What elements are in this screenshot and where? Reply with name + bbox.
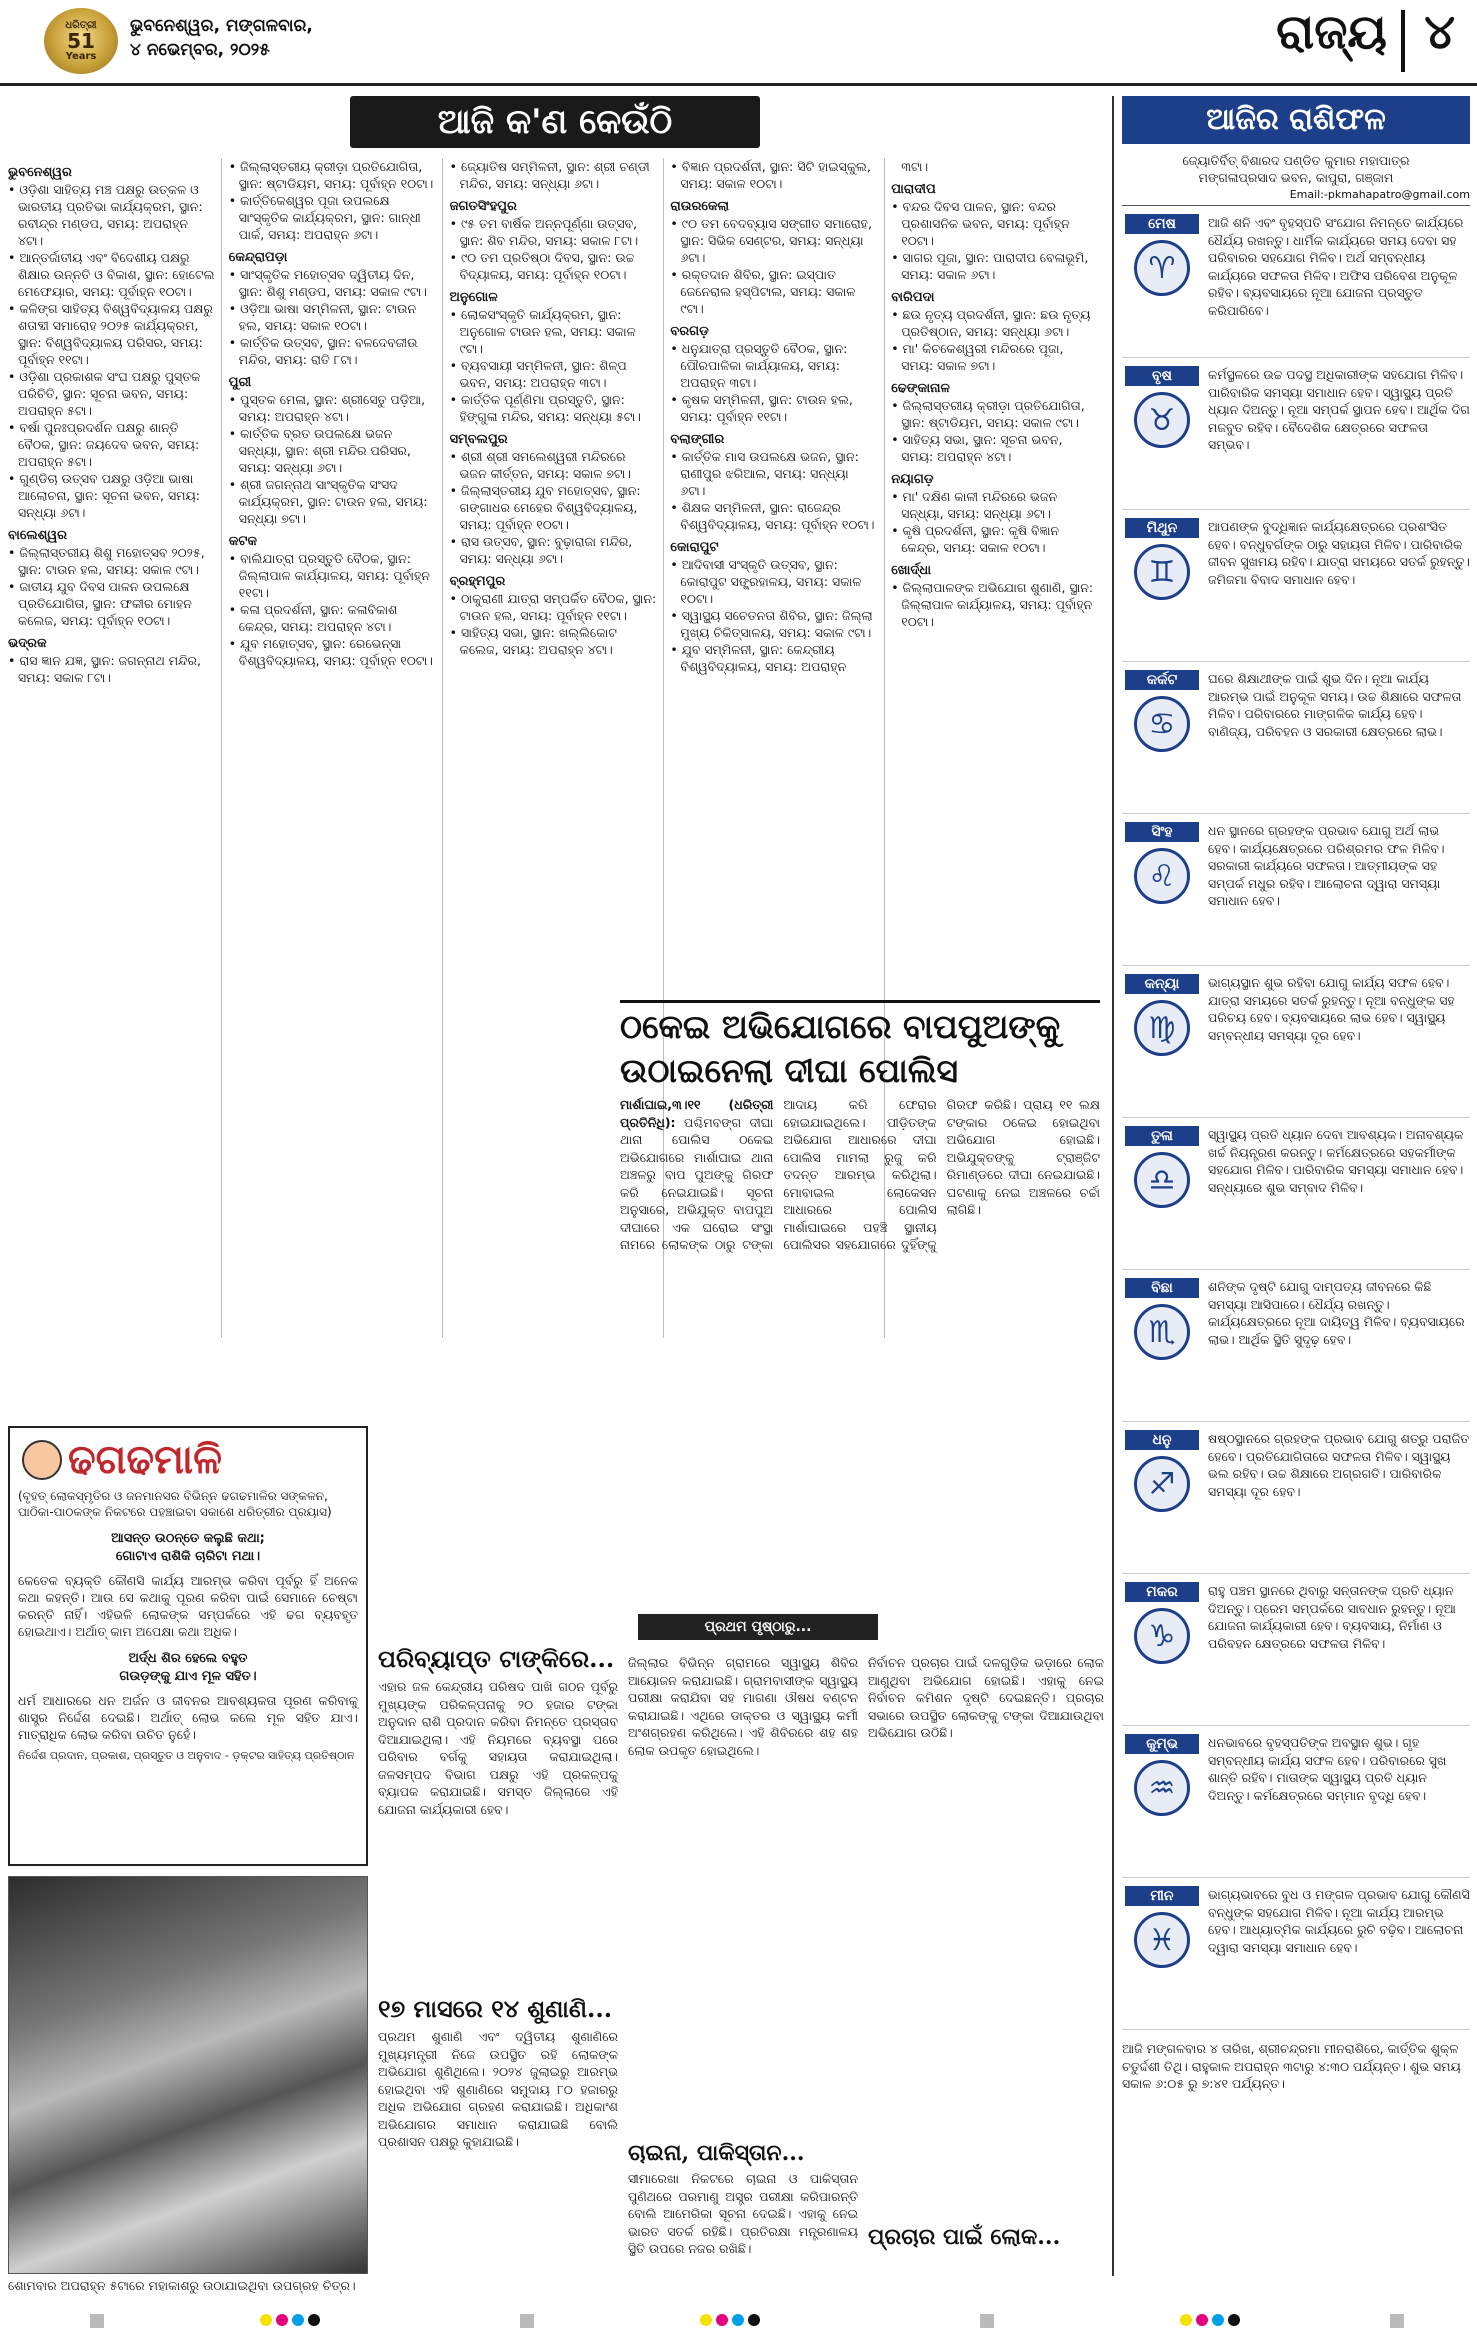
event-item: • ବର୍ଷା ପୁନଃପ୍ରଦର୍ଶନ ପକ୍ଷରୁ ଶାନ୍ତି ବୈଠକ, ସ୍ଥାନ: ଜୟଦେବ ଭବନ, ସମୟ: ଅପରାହ୍ନ ୫ଟା। — [8, 419, 215, 470]
event-item: • ଜିଲ୍ଲାସ୍ତରୀୟ ଯୁବ ମହୋତ୍ସବ, ସ୍ଥାନ: ଗଙ୍ଗାଧର ମେହେର ବିଶ୍ୱବିଦ୍ୟାଳୟ, ସମୟ: ପୂର୍ବାହ୍ନ ୧୦ଟା। — [450, 482, 657, 533]
event-place-heading: ଜଗତସିଂହପୁର — [449, 199, 517, 214]
event-item: • ୯୦ ତମ ପ୍ରତିଷ୍ଠା ଦିବସ, ସ୍ଥାନ: ଉଚ୍ଚ ବିଦ୍ୟାଳୟ, ସମୟ: ପୂର୍ବାହ୍ନ ୧୦ଟା। — [450, 249, 657, 283]
cartoon-face-icon — [22, 1440, 62, 1480]
proverb-box — [8, 1426, 368, 1866]
registration-box — [980, 2314, 994, 2328]
event-item: • ଜ୍ୟୋତିଷ ସମ୍ମିଳନୀ, ସ୍ଥାନ: ଶ୍ରୀ ଚଣ୍ଡୀ ମନ୍ଦିର, ସମୟ: ସନ୍ଧ୍ୟା ୬ଟା। — [450, 158, 657, 192]
zodiac-symbol-icon: ♒ — [1134, 1760, 1190, 1816]
event-place-heading: ବ୍ରହ୍ମପୁର — [449, 574, 506, 589]
zodiac-symbol-icon: ♏ — [1134, 1304, 1190, 1360]
proverb-quote-line: ଆସନ୍ତ ଉଠନ୍ତେ କଲୁଛି କଥା; — [111, 1531, 265, 1546]
zodiac-symbol-icon: ♊ — [1134, 544, 1190, 600]
zodiac-name: ମେଷ — [1125, 214, 1199, 234]
event-item: • ଜିଲ୍ଲାସ୍ତରୀୟ କ୍ରୀଡ଼ା ପ୍ରତିଯୋଗିତା, ସ୍ଥାନ: ଷ୍ଟାଡିୟମ, ସମୟ: ସକାଳ ୯ଟା। — [891, 397, 1098, 431]
zodiac-name: କନ୍ୟା — [1125, 974, 1199, 994]
zodiac-entry — [1122, 366, 1470, 510]
event-item: • କାର୍ତ୍ତିକେଶ୍ୱର ପୂଜା ଉପଲକ୍ଷେ ସାଂସ୍କୃତିକ କାର୍ଯ୍ୟକ୍ରମ, ସ୍ଥାନ: ଗାନ୍ଧୀ ପାର୍କ, ସମୟ: ଅପରାହ୍ନ ୬ଟା। — [229, 192, 436, 243]
event-item: • ବନ୍ଦର ଦିବସ ପାଳନ, ସ୍ଥାନ: ବନ୍ଦର ପ୍ରଶାସନିକ ଭବନ, ସମୟ: ପୂର୍ବାହ୍ନ ୧୦ଟା। — [891, 198, 1098, 249]
event-item: • ଶ୍ରୀ ଶ୍ରୀ ସମଲେଶ୍ୱରୀ ମନ୍ଦିରରେ ଭଜନ କୀର୍ତ୍ତନ, ସମୟ: ସକାଳ ୭ଟା। — [450, 448, 657, 482]
zodiac-name: ମକର — [1125, 1582, 1199, 1602]
zodiac-prediction: ଘରେ ଶିକ୍ଷାଥୀଙ୍କ ପାଇଁ ଶୁଭ ଦିନ। ନୂଆ କାର୍ଯ୍ୟ ଆରମ୍ଭ ପାଇଁ ଅନୁକୂଳ ସମୟ। ଉଚ୍ଚ ଶିକ୍ଷାରେ ସଫଳତା ମିଳିବ। ପରିବାରରେ ମାଙ୍ଗଳିକ କାର୍ଯ୍ୟ ହେବ। ବାଣିଜ୍ୟ, ପରିବହନ ଓ ସରକାରୀ କ୍ଷେତ୍ରରେ ଲାଭ। — [1208, 671, 1462, 739]
story-d-body: ନିର୍ବାଚନ ପ୍ରଚାର ପାଇଁ ଦଳଗୁଡ଼ିକ ଭଡ଼ାରେ ଲୋକ ଆଣୁଥିବା ଅଭିଯୋଗ ହୋଇଛି। ଏହାକୁ ନେଇ ନିର୍ବାଚନ କମିଶନ ଦୃଷ୍ଟି ଦେଇଛନ୍ତି। ପ୍ରଚାର ସଭାରେ ଉପସ୍ଥିତ ଲୋକଙ୍କୁ ଟଙ୍କା ଦିଆଯାଉଥିବା ଅଭିଯୋଗ ଉଠିଛି। — [868, 1655, 1104, 1740]
zodiac-badge — [1122, 1430, 1202, 1567]
event-place-heading: କେନ୍ଦ୍ରାପଡ଼ା — [228, 250, 288, 265]
horoscope-author: ଜ୍ୟୋତିର୍ବିତ୍ ବିଶାରଦ ପଣ୍ଡିତ କୁମାର ମହାପାତ୍ର — [1182, 153, 1410, 168]
proverb-quote-2 — [18, 1650, 358, 1686]
zodiac-symbol-icon: ♋ — [1134, 696, 1190, 752]
registration-box — [90, 2314, 104, 2328]
zodiac-prediction: ଧନ ସ୍ଥାନରେ ଗ୍ରହଙ୍କ ପ୍ରଭାବ ଯୋଗୁ ଅର୍ଥ ଲାଭ ହେବ। କାର୍ଯ୍ୟକ୍ଷେତ୍ରରେ ପରିଶ୍ରମର ଫଳ ମିଳିବ। ସରକାରୀ କାର୍ଯ୍ୟରେ ସଫଳତା। ଆତ୍ମୀୟଙ୍କ ସହ ସମ୍ପର୍କ ମଧୁର ରହିବ। ଆଲୋଚନା ଦ୍ୱାରା ସମସ୍ୟା ସମାଧାନ ହେବ। — [1208, 823, 1445, 908]
story-a-body-cont: ଜିଲ୍ଲାର ବିଭିନ୍ନ ଗ୍ରାମରେ ସ୍ୱାସ୍ଥ୍ୟ ଶିବିର ଆୟୋଜନ କରାଯାଇଛି। ଗ୍ରାମବାସୀଙ୍କ ସ୍ୱାସ୍ଥ୍ୟ ପରୀକ୍ଷା କରାଯିବା ସହ ମାଗଣା ଔଷଧ ବଣ୍ଟନ କରାଯାଇଛି। ଏଥିରେ ଡାକ୍ତର ଓ ସ୍ୱାସ୍ଥ୍ୟ କର୍ମୀ ଅଂଶଗ୍ରହଣ କରିଥିଲେ। ଏହି ଶିବିରରେ ଶହ ଶହ ଲୋକ ଉପକୃତ ହୋଇଥିଲେ। — [628, 1655, 858, 1758]
proverb-intro: (ବୃହତ୍ ଲୋକସ୍ମୃତିର ଓ ଜନମାନସର ବିଭିନ୍ନ ଢଗଢମାଳିର ସଙ୍କଳନ, ପାଠିକା-ପାଠକଙ୍କ ନିକଟରେ ପହଞ୍ଚାଇବା ସକାଶେ ଧରିତ୍ରୀର ପ୍ରୟାସ) — [18, 1489, 332, 1519]
zodiac-entry — [1122, 670, 1470, 814]
zodiac-badge — [1122, 1582, 1202, 1719]
zodiac-entry — [1122, 1734, 1470, 1878]
main-story-text: ପଶ୍ଚିମବଙ୍ଗ ଦୀଘା ଥାନା ପୋଲିସ ଠକେଇ ଅଭିଯୋଗରେ ମାର୍ଶାଘାଇ ଥାନା ଅଞ୍ଚଳରୁ ବାପ ପୁଅଙ୍କୁ ଗିରଫ କରି ନେଇଯାଇଛି। ସୂଚନା ଅନୁସାରେ, ଅଭିଯୁକ୍ତ ବାପପୁଅ ଦୀଘାରେ ଏକ ଘରୋଇ ସଂସ୍ଥା ନାମରେ ଲୋକଙ୍କ ଠାରୁ ଟଙ୍କା ଆଦାୟ କରି ଫେରାର ହୋଇଯାଇଥିଲେ। ପୀଡ଼ିତଙ୍କ ଅଭିଯୋଗ ଆଧାରରେ ଦୀଘା ପୋଲିସ ମାମଲା ରୁଜୁ କରି ତଦନ୍ତ ଆରମ୍ଭ କରିଥିଲା। ମୋବାଇଲ ଲୋକେସନ ଆଧାରରେ ପୋଲିସ ମାର୍ଶାଘାଇରେ ପହଞ୍ଚି ସ୍ଥାନୀୟ ପୋଲିସର ସହଯୋଗରେ ଦୁହିଁଙ୍କୁ ଗିରଫ କରିଛି। ପ୍ରାୟ ୧୧ ଲକ୍ଷ ଟଙ୍କାର ଠକେଇ ହୋଇଥିବା ଅଭିଯୋଗ ହୋଇଛି। ଅଭିଯୁକ୍ତଙ୍କୁ ଟ୍ରାଞ୍ଜିଟ ରିମାଣ୍ଡରେ ଦୀଘା ନେଇଯାଇଛି। ଘଟଣାକୁ ନେଇ ଅଞ୍ଚଳରେ ଚର୍ଚ୍ଚା ଲାଗିଛି। — [620, 1097, 1100, 1252]
horoscope-title: ଆଜିର ରାଶିଫଳ — [1122, 96, 1470, 144]
zodiac-badge — [1122, 822, 1202, 959]
event-item: • ଶ୍ରୀ ଜଗନ୍ନାଥ ସାଂସ୍କୃତିକ ସଂସଦ କାର୍ଯ୍ୟକ୍ରମ, ସ୍ଥାନ: ଟାଉନ ହଲ, ସମୟ: ସନ୍ଧ୍ୟା ୭ଟା। — [229, 476, 436, 527]
proverb-title: ଢଗଢମାଳି — [68, 1436, 222, 1483]
event-place-heading: ଭୁବନେଶ୍ୱର — [8, 165, 72, 180]
zodiac-prediction: ଭାଗ୍ୟସ୍ଥାନ ଶୁଭ ରହିବା ଯୋଗୁ କାର୍ଯ୍ୟ ସଫଳ ହେବ। ଯାତ୍ରା ସମୟରେ ସତର୍କ ରୁହନ୍ତୁ। ନୂଆ ବନ୍ଧୁଙ୍କ ସହ ପରିଚୟ ହେବ। ବ୍ୟବସାୟରେ ଲାଭ ହେବ। ସ୍ୱାସ୍ଥ୍ୟ ସମ୍ବନ୍ଧୀୟ ସମସ୍ୟା ଦୂର ହେବ। — [1208, 975, 1455, 1043]
cmyk-yellow-dot — [700, 2314, 712, 2326]
zodiac-entry — [1122, 822, 1470, 966]
zodiac-name: ସିଂହ — [1125, 822, 1199, 842]
main-story-dateline: ମାର୍ଶାଘାଇ,୩।୧୧ (ଧରିତ୍ରୀ ପ୍ରତିନିଧି): — [620, 1097, 774, 1130]
horoscope-address: ମଙ୍ଗଳାପ୍ରସାଦ ଭବନ, କାପୁରା, ଗଞ୍ଜାମ — [1198, 170, 1394, 185]
event-item: • କୃଷି ପ୍ରଦର୍ଶନୀ, ସ୍ଥାନ: କୃଷି ବିଜ୍ଞାନ କେନ୍ଦ୍ର, ସମୟ: ସକାଳ ୧୦ଟା। — [891, 522, 1098, 556]
zodiac-symbol-icon: ♐ — [1134, 1456, 1190, 1512]
zodiac-name: କୁମ୍ଭ — [1125, 1734, 1199, 1754]
zodiac-entry — [1122, 518, 1470, 662]
event-place-heading: ଭଦ୍ରକ — [8, 636, 47, 651]
header-divider — [1401, 10, 1405, 72]
event-item: • ଜିଲ୍ଲାସ୍ତରୀୟ ଶିଶୁ ମହୋତ୍ସବ ୨୦୨୫, ସ୍ଥାନ: ଟାଉନ ହଲ, ସମୟ: ସକାଳ ୯ଟା। — [8, 544, 215, 578]
cmyk-magenta-dot — [716, 2314, 728, 2326]
zodiac-symbol-icon: ♑ — [1134, 1608, 1190, 1664]
horoscope-byline — [1122, 152, 1470, 186]
zodiac-name: ବୃଷ — [1125, 366, 1199, 386]
proverb-quote-1 — [18, 1530, 358, 1566]
event-item: • ବାଲିଯାତ୍ରା ପ୍ରସ୍ତୁତି ବୈଠକ, ସ୍ଥାନ: ଜିଲ୍ଲାପାଳ କାର୍ଯ୍ୟାଳୟ, ସମୟ: ପୂର୍ବାହ୍ନ ୧୧ଟା। — [229, 550, 436, 601]
cmyk-magenta-dot — [276, 2314, 288, 2326]
zodiac-symbol-icon: ♓ — [1134, 1912, 1190, 1968]
proverb-quote-line: ଗଉଡ଼ଙ୍କୁ ଯାଏ ମୂଳ ସହିତ। — [119, 1669, 257, 1684]
story-b-headline: ୧୭ ମାସରେ ୧୪ ଶୁଣାଣି... — [378, 1994, 613, 2023]
event-item: • ଗୁଣ୍ଡିଚା ଉତ୍ସବ ପକ୍ଷରୁ ଓଡ଼ିଆ ଭାଷା ଆଲୋଚନା, ସ୍ଥାନ: ସୂଚନା ଭବନ, ସମୟ: ସନ୍ଧ୍ୟା ୬ଟା। — [8, 470, 215, 521]
event-place-heading: ବରଗଡ଼ — [670, 324, 709, 339]
event-item: • ଜାତୀୟ ଯୁବ ଦିବସ ପାଳନ ଉପଲକ୍ଷେ ପ୍ରତିଯୋଗିତା, ସ୍ଥାନ: ଫକୀର ମୋହନ କଲେଜ, ସମୟ: ପୂର୍ବାହ୍ନ ୧୦ଟା। — [8, 578, 215, 629]
event-item: • ମା' କିଚକେଶ୍ୱରୀ ମନ୍ଦିରରେ ପୂଜା, ସମୟ: ସକାଳ ୭ଟା। — [891, 340, 1098, 374]
event-item: • ଧନୁଯାତ୍ରା ପ୍ରସ୍ତୁତି ବୈଠକ, ସ୍ଥାନ: ପୌରପାଳିକା କାର୍ଯ୍ୟାଳୟ, ସମୟ: ଅପରାହ୍ନ ୩ଟା। — [670, 340, 877, 391]
event-item: • ଜିଲ୍ଲାସ୍ତରୀୟ କ୍ରୀଡ଼ା ପ୍ରତିଯୋଗିତା, ସ୍ଥାନ: ଷ୍ଟାଡିୟମ, ସମୟ: ପୂର୍ବାହ୍ନ ୧୦ଟା। — [229, 158, 436, 192]
zodiac-entry — [1122, 1430, 1470, 1574]
proverb-credit: ନିର୍ଦ୍ଦେଶ ପ୍ରଦାନ, ପ୍ରକାଶ, ପ୍ରସ୍ତୁତ ଓ ଅନୁବାଦ - ଡ଼କ୍ଟର ସାହିତ୍ୟ ପ୍ରତିଷ୍ଠାନ — [18, 1749, 355, 1762]
main-story-body — [620, 1096, 1100, 1596]
print-registration-marks — [0, 2306, 1477, 2336]
event-place-heading: ବାଲେଶ୍ୱର — [8, 528, 67, 543]
event-item: • ଠାକୁରାଣୀ ଯାତ୍ରା ସମ୍ପର୍କିତ ବୈଠକ, ସ୍ଥାନ: ଟାଉନ ହଲ, ସମୟ: ପୂର୍ବାହ୍ନ ୧୧ଟା। — [450, 590, 657, 624]
event-item: • ସାଂସ୍କୃତିକ ମହୋତ୍ସବ ଦ୍ୱିତୀୟ ଦିନ, ସ୍ଥାନ: ଶିଶୁ ମଣ୍ଡପ, ସମୟ: ସକାଳ ୯ଟା। — [229, 266, 436, 300]
zodiac-name: ଧନୁ — [1125, 1430, 1199, 1450]
event-place-heading: ପାରାଦୀପ — [891, 182, 936, 197]
event-place-heading: ଖୋର୍ଦ୍ଧା — [891, 563, 932, 578]
registration-box — [1390, 2314, 1404, 2328]
zodiac-badge — [1122, 1278, 1202, 1415]
zodiac-badge — [1122, 214, 1202, 351]
cmyk-black-dot — [1228, 2314, 1240, 2326]
dateline — [130, 14, 313, 62]
event-item: • ଶିକ୍ଷକ ସମ୍ମିଳନୀ, ସ୍ଥାନ: ରାଜେନ୍ଦ୍ର ବିଶ୍ୱବିଦ୍ୟାଳୟ, ସମୟ: ପୂର୍ବାହ୍ନ ୧୦ଟା। — [670, 499, 877, 533]
main-story-headline: ଠକେଇ ଅଭିଯୋଗରେ ବାପପୁଅଙ୍କୁ ଉଠାଇନେଲା ଦୀଘା ପୋଲିସ — [620, 1000, 1100, 1090]
story-a-body: ଏହାର ଜଳ କେନ୍ଦ୍ରୀୟ ପରିଷଦ ପାଖି ଗଠନ ପୂର୍ବରୁ ମୁଖ୍ୟଙ୍କ ପରିକଳ୍ପନାକୁ ୨୦ ହଜାର ଟଙ୍କା ଅନୁଦାନ ରାଶି ପ୍ରଦାନ କରିବା ନିମନ୍ତେ ପ୍ରସ୍ତାବ ଦିଆଯାଇଥିଲା। ଏହି ନିୟମରେ ବ୍ୟବସ୍ଥା ପରେ ପରିବାର ବର୍ଗକୁ ସହାୟତା କରାଯାଇଥିଲା। ଜଳସମ୍ପଦ ବିଭାଗ ପକ୍ଷରୁ ଏହି ପ୍ରକଳ୍ପକୁ ବ୍ୟାପକ କରାଯାଇଛି। ସମସ୍ତ ଜିଲ୍ଲାରେ ଏହି ଯୋଜନା କାର୍ଯ୍ୟକାରୀ ହେବ। — [378, 1679, 618, 1817]
events-banner: ଆଜି କ'ଣ କେଉଁଠି — [350, 96, 760, 148]
zodiac-prediction: ଆପଣଙ୍କ ବୁଦ୍ଧିଜ୍ଞାନ କାର୍ଯ୍ୟକ୍ଷେତ୍ରରେ ପ୍ରଶଂସିତ ହେବ। ବନ୍ଧୁବର୍ଗଙ୍କ ଠାରୁ ସହାୟତା ମିଳିବ। ପାରିବାରିକ ଜୀବନ ସୁଖମୟ ରହିବ। ଯାତ୍ରା ସମୟରେ ସତର୍କ ରୁହନ୍ତୁ। ଜମିଜମା ବିବାଦ ସମାଧାନ ହେବ। — [1208, 519, 1470, 587]
logo-years: Years — [65, 51, 97, 62]
event-item: • ୯୫ ତମ ବାର୍ଷିକ ଅନ୍ନପୂର୍ଣ୍ଣା ଉତ୍ସବ, ସ୍ଥାନ: ଶିବ ମନ୍ଦିର, ସମୟ: ସକାଳ ୮ଟା। — [450, 215, 657, 249]
proverb-quote-line: ଅର୍ଦ୍ଧ ଶିର ହେଲେ ବହୁତ — [128, 1651, 248, 1666]
zodiac-prediction: ରାହୁ ପଞ୍ଚମ ସ୍ଥାନରେ ଥିବାରୁ ସନ୍ତାନଙ୍କ ପ୍ରତି ଧ୍ୟାନ ଦିଅନ୍ତୁ। ପ୍ରେମ ସମ୍ପର୍କରେ ସାବଧାନ ରୁହନ୍ତୁ। ନୂଆ ଯୋଜନା କାର୍ଯ୍ୟକାରୀ ହେବ। ବ୍ୟବସାୟ, ନିର୍ମାଣ ଓ ପରିବହନ କ୍ଷେତ୍ରରେ ସଫଳତା ମିଳିବ। — [1208, 1583, 1456, 1651]
event-item: • ବିଜ୍ଞାନ ପ୍ରଦର୍ଶନୀ, ସ୍ଥାନ: ସିଟି ହାଇସ୍କୁଲ, ସମୟ: ସକାଳ ୧୦ଟା। — [670, 158, 877, 192]
section-title: ରାଜ୍ୟ — [1276, 4, 1387, 60]
story-d-headline: ପ୍ରଚାର ପାଇଁ ଲୋକ... — [868, 2224, 1061, 2250]
cmyk-cyan-dot — [292, 2314, 304, 2326]
event-item: • ଓଡ଼ିଶା ପ୍ରକାଶକ ସଂଘ ପକ୍ଷରୁ ପୁସ୍ତକ ପରିଚିତି, ସ୍ଥାନ: ସୂଚନା ଭବନ, ସମୟ: ଅପରାହ୍ନ ୫ଟା। — [8, 368, 215, 419]
zodiac-prediction: ଆଜି ଶନି ଏବଂ ବୃହସ୍ପତି ସଂଯୋଗ ନିମନ୍ତେ କାର୍ଯ୍ୟରେ ଧୈର୍ଯ୍ୟ ରଖନ୍ତୁ। ଧାର୍ମିକ କାର୍ଯ୍ୟରେ ସମୟ ଦେବା ସହ ପରିବାରର ସହଯୋଗ ମିଳିବ। ଅର୍ଥ ସମ୍ବନ୍ଧୀୟ କାର୍ଯ୍ୟରେ ସଫଳତା ମିଳିବ। ଅଫିସ ପରିବେଶ ଅନୁକୂଳ ରହିବ। ବ୍ୟବସାୟରେ ନୂଆ ଯୋଜନା ପ୍ରସ୍ତୁତ କରିପାରିବେ। — [1208, 215, 1464, 318]
cmyk-black-dot — [748, 2314, 760, 2326]
zodiac-list — [1122, 214, 1470, 2030]
event-item: • ଓଡ଼ିଆ ଭାଷା ସମ୍ମିଳନୀ, ସ୍ଥାନ: ଟାଉନ ହଲ, ସମୟ: ସକାଳ ୧୦ଟା। — [229, 300, 436, 334]
proverb-body-1: କେତେକ ବ୍ୟକ୍ତି କୌଣସି କାର୍ଯ୍ୟ ଆରମ୍ଭ କରିବା ପୂର୍ବରୁ ହିଁ ଅନେକ କଥା କହନ୍ତି। ଆଉ ସେ କଥାକୁ ପୂରଣ କରିବା ପାଇଁ ସେମାନେ ଚେଷ୍ଟା କରନ୍ତି ନାହିଁ। ଏହିଭଳି ଲୋକଙ୍କ ସମ୍ପର୍କରେ ଏହି ଢଗ ବ୍ୟବହୃତ ହୋଇଥାଏ। ଅର୍ଥାତ୍ କାମ ଅପେକ୍ଷା କଥା ଅଧିକ। — [18, 1573, 358, 1639]
zodiac-entry — [1122, 1278, 1470, 1422]
zodiac-badge — [1122, 670, 1202, 807]
event-place-heading: କୋରାପୁଟ — [670, 540, 719, 555]
satellite-weather-image — [8, 1876, 368, 2274]
zodiac-entry — [1122, 1126, 1470, 1270]
zodiac-badge — [1122, 1126, 1202, 1263]
event-item: • ଲୋକସଂସ୍କୃତି କାର୍ଯ୍ୟକ୍ରମ, ସ୍ଥାନ: ଅନୁଗୋଳ ଟାଉନ ହଲ, ସମୟ: ସକାଳ ୯ଟା। — [450, 306, 657, 357]
event-item: • ସାହିତ୍ୟ ସଭା, ସ୍ଥାନ: ସୂଚନା ଭବନ, ସମୟ: ଅପରାହ୍ନ ୪ଟା। — [891, 431, 1098, 465]
cmyk-cyan-dot — [732, 2314, 744, 2326]
event-place-heading: ବାରିପଦା — [891, 290, 935, 305]
event-item: • ରାସ ଜ୍ଞାନ ଯଜ୍ଞ, ସ୍ଥାନ: ଜଗନ୍ନାଥ ମନ୍ଦିର, ସମୟ: ସକାଳ ୮ଟା। — [8, 652, 215, 686]
zodiac-entry — [1122, 974, 1470, 1118]
event-place-heading: ରାଉରକେଲା — [670, 199, 730, 214]
logo-small-text: ଧରିତ୍ରୀ — [65, 20, 97, 31]
zodiac-badge — [1122, 366, 1202, 503]
event-place-heading: ବଲାଙ୍ଗୀର — [670, 432, 725, 447]
zodiac-symbol-icon: ♎ — [1134, 1152, 1190, 1208]
event-item: • ମା' ଦକ୍ଷିଣ କାଳୀ ମନ୍ଦିରରେ ଭଜନ ସନ୍ଧ୍ୟା, ସମୟ: ସନ୍ଧ୍ୟା ୬ଟା। — [891, 488, 1098, 522]
event-item: • ଓଡ଼ିଶା ସାହିତ୍ୟ ମଞ୍ଚ ପକ୍ଷରୁ ଉତ୍କଳ ଓ ଭାରତୀୟ ପ୍ରତିଭା କାର୍ଯ୍ୟକ୍ରମ, ସ୍ଥାନ: ରବୀନ୍ଦ୍ର ମଣ୍ଡପ, ସମୟ: ଅପରାହ୍ନ ୪ଟା। — [8, 181, 215, 249]
proverb-body-2: ଧର୍ମ ଆଧାରରେ ଧନ ଅର୍ଜନ ଓ ଜୀବନର ଆବଶ୍ୟକତା ପୂରଣ କରିବାକୁ ଶାସ୍ତ୍ର ନିର୍ଦ୍ଦେଶ ଦେଇଛି। ଅର୍ଥାତ୍ ଲୋଭ କଲେ ମୂଳ ସହିତ ଯାଏ। ମାତ୍ରାଧିକ ଲୋଭ କରିବା ଉଚିତ ନୁହେଁ। — [18, 1693, 358, 1742]
event-item: • ଯୁବ ମହୋତ୍ସବ, ସ୍ଥାନ: ରେଭେନ୍ସା ବିଶ୍ୱବିଦ୍ୟାଳୟ, ସମୟ: ପୂର୍ବାହ୍ନ ୧୦ଟା। — [229, 635, 436, 669]
zodiac-name: ମିଥୁନ — [1125, 518, 1199, 538]
event-place-heading: ପୁରୀ — [228, 375, 252, 390]
event-place-heading: ଅନୁଗୋଳ — [449, 290, 498, 305]
zodiac-badge — [1122, 974, 1202, 1111]
cmyk-magenta-dot — [1196, 2314, 1208, 2326]
event-item: • ୯୦ ତମ ବେଦବ୍ୟାସ ସଙ୍ଗୀତ ସମାରୋହ, ସ୍ଥାନ: ସିଭିକ ସେଣ୍ଟର, ସମୟ: ସନ୍ଧ୍ୟା ୬ଟା। — [670, 215, 877, 266]
anniversary-logo — [44, 8, 118, 74]
event-place-heading: କଟକ — [228, 534, 258, 549]
zodiac-symbol-icon: ♈ — [1134, 240, 1190, 296]
event-item: • ରାସ ଉତ୍ସବ, ସ୍ଥାନ: ବୁଢ଼ାରାଜା ମନ୍ଦିର, ସମୟ: ସନ୍ଧ୍ୟା ୬ଟା। — [450, 533, 657, 567]
dateline-date: ୪ ନଭେମ୍ବର, ୨୦୨୫ — [130, 40, 270, 60]
zodiac-symbol-icon: ♉ — [1134, 392, 1190, 448]
event-item: • ସ୍ୱାସ୍ଥ୍ୟ ସଚେତନତା ଶିବିର, ସ୍ଥାନ: ଜିଲ୍ଲା ମୁଖ୍ୟ ଚିକିତ୍ସାଳୟ, ସମୟ: ସକାଳ ୯ଟା। — [670, 607, 877, 641]
zodiac-entry — [1122, 1582, 1470, 1726]
event-item: • ପୁସ୍ତକ ମେଳା, ସ୍ଥାନ: ଶ୍ରୀସେତୁ ପଡ଼ିଆ, ସମୟ: ଅପରାହ୍ନ ୪ଟା। — [229, 391, 436, 425]
zodiac-name: ତୁଳା — [1125, 1126, 1199, 1146]
cmyk-black-dot — [308, 2314, 320, 2326]
cmyk-cyan-dot — [1212, 2314, 1224, 2326]
dateline-city-day: ଭୁବନେଶ୍ୱର, ମଙ୍ଗଳବାର, — [130, 16, 313, 36]
zodiac-name: ମୀନ — [1125, 1886, 1199, 1906]
zodiac-symbol-icon: ♍ — [1134, 1000, 1190, 1056]
zodiac-name: କର୍କଟ — [1125, 670, 1199, 690]
event-item: • ଜିଲ୍ଲାପାଳଙ୍କ ଅଭିଯୋଗ ଶୁଣାଣି, ସ୍ଥାନ: ଜିଲ୍ଲାପାଳ କାର୍ଯ୍ୟାଳୟ, ସମୟ: ପୂର୍ବାହ୍ନ ୧୦ଟା। — [891, 579, 1098, 630]
event-item: • ସାହିତ୍ୟ ସଭା, ସ୍ଥାନ: ଖଲ୍ଲିକୋଟ କଲେଜ, ସମୟ: ଅପରାହ୍ନ ୪ଟା। — [450, 624, 657, 658]
event-item: • ବ୍ୟବସାୟୀ ସମ୍ମିଳନୀ, ସ୍ଥାନ: ଶିଳ୍ପ ଭବନ, ସମୟ: ଅପରାହ୍ନ ୩ଟା। — [450, 357, 657, 391]
horoscope-panel — [1112, 96, 1470, 2276]
event-item: • ଆଦିବାସୀ ସଂସ୍କୃତି ଉତ୍ସବ, ସ୍ଥାନ: କୋରାପୁଟ ସଙ୍ଗ୍ରହାଳୟ, ସମୟ: ସକାଳ ୧୦ଟା। — [670, 556, 877, 607]
proverb-quote-line: ଗୋଟାଏ ରାଶିକି ଚାରିଟା ମଥା। — [115, 1549, 261, 1564]
zodiac-prediction: ସ୍ୱାସ୍ଥ୍ୟ ପ୍ରତି ଧ୍ୟାନ ଦେବା ଆବଶ୍ୟକ। ଅନାବଶ୍ୟକ ଖର୍ଚ୍ଚ ନିୟନ୍ତ୍ରଣ କରନ୍ତୁ। କର୍ମକ୍ଷେତ୍ରରେ ସହକର୍ମୀଙ୍କ ସହଯୋଗ ମିଳିବ। ପାରିବାରିକ ସମସ୍ୟା ସମାଧାନ ହେବ। ସନ୍ଧ୍ୟାରେ ଶୁଭ ସମ୍ବାଦ ମିଳିବ। — [1208, 1127, 1464, 1195]
zodiac-symbol-icon: ♌ — [1134, 848, 1190, 904]
event-item: • ଯୁବ ସମ୍ମିଳନୀ, ସ୍ଥାନ: କେନ୍ଦ୍ରୀୟ ବିଶ୍ୱବିଦ୍ୟାଳୟ, ସମୟ: ଅପରାହ୍ନ ୩ଟା। — [670, 158, 1098, 686]
event-place-heading: ନୟାଗଡ଼ — [891, 472, 934, 487]
event-item: • କୃଷକ ସମ୍ମିଳନୀ, ସ୍ଥାନ: ଟାଉନ ହଲ, ସମୟ: ପୂର୍ବାହ୍ନ ୧୧ଟା। — [670, 391, 877, 425]
page-header — [0, 0, 1477, 86]
story-a-headline: ପରିବ୍ୟାପ୍ତ ଟାଙ୍କିରେ... — [378, 1644, 615, 1673]
zodiac-entry — [1122, 1886, 1470, 2030]
event-item: • ଛଉ ନୃତ୍ୟ ପ୍ରଦର୍ଶନୀ, ସ୍ଥାନ: ଛଉ ନୃତ୍ୟ ପ୍ରତିଷ୍ଠାନ, ସମୟ: ସନ୍ଧ୍ୟା ୬ଟା। — [891, 306, 1098, 340]
event-item: • ଆନ୍ତର୍ଜାତୀୟ ଏବଂ ବିଦେଶୀୟ ପକ୍ଷରୁ ଶିକ୍ଷାର ଉନ୍ନତି ଓ ବିକାଶ, ସ୍ଥାନ: ହୋଟେଲ ମେଫେୟାର, ସମୟ: ପୂର୍ବାହ୍ନ ୧୦ଟା। — [8, 249, 215, 300]
zodiac-prediction: ଷଷ୍ଠସ୍ଥାନରେ ଗ୍ରହଙ୍କ ପ୍ରଭାବ ଯୋଗୁ ଶତ୍ରୁ ପରାଜିତ ହେବେ। ପ୍ରତିଯୋଗିତାରେ ସଫଳତା ମିଳିବ। ସ୍ୱାସ୍ଥ୍ୟ ଭଲ ରହିବ। ଉଚ୍ଚ ଶିକ୍ଷାରେ ଅଗ୍ରଗତି। ପାରିବାରିକ ସମସ୍ୟା ଦୂର ହେବ। — [1208, 1431, 1470, 1499]
zodiac-prediction: କର୍ମସ୍ଥଳରେ ଉଚ୍ଚ ପଦସ୍ଥ ଅଧିକାରୀଙ୍କ ସହଯୋଗ ମିଳିବ। ପାରିବାରିକ ସମସ୍ୟା ସମାଧାନ ହେବ। ସ୍ୱାସ୍ଥ୍ୟ ପ୍ରତି ଧ୍ୟାନ ଦିଅନ୍ତୁ। ନୂଆ ସମ୍ପର୍କ ସ୍ଥାପନ ହେବ। ଆର୍ଥିକ ଦିଗ ମଜବୁତ ରହିବ। ବୈଦେଶିକ କ୍ଷେତ୍ରରେ ସଫଳତା ସମ୍ଭବ। — [1208, 367, 1470, 452]
event-place-heading: ଢେଙ୍କାନାଳ — [891, 381, 950, 396]
continuation-kicker: ପ୍ରଥମ ପୃଷ୍ଠାରୁ... — [638, 1614, 878, 1640]
story-c-headline: ଚାଇନା, ପାକିସ୍ତାନ... — [628, 2140, 805, 2166]
logo-number: 51 — [67, 29, 95, 53]
horoscope-almanac: ଆଜି ମଙ୍ଗଳବାର ୪ ତାରିଖ, ଶ୍ରୀଚନ୍ଦ୍ରମା ମୀନରାଶିରେ, କାର୍ତ୍ତିକ ଶୁକ୍ଳ ଚତୁର୍ଦ୍ଦଶୀ ତିଥି। ରାହୁକାଳ ଅପରାହ୍ନ ୩ଟାରୁ ୪:୩୦ ପର୍ଯ୍ୟନ୍ତ। ଶୁଭ ସମୟ ସକାଳ ୬:୦୫ ରୁ ୭:୪୧ ପର୍ଯ୍ୟନ୍ତ। — [1122, 2041, 1461, 2091]
event-item: • କଳିଙ୍ଗ ସାହିତ୍ୟ ବିଶ୍ୱବିଦ୍ୟାଳୟ ପକ୍ଷରୁ ଶତାବ୍ଦୀ ସମାରୋହ ୨୦୨୫ କାର୍ଯ୍ୟକ୍ରମ, ସ୍ଥାନ: ବିଶ୍ୱବିଦ୍ୟାଳୟ ପରିସର, ସମୟ: ପୂର୍ବାହ୍ନ ୧୧ଟା। — [8, 300, 215, 368]
page-number: ୪ — [1424, 4, 1455, 60]
event-item: • କାର୍ତ୍ତିକ ମାସ ଉପଲକ୍ଷେ ଭଜନ, ସ୍ଥାନ: ରାଣୀପୁର ଝରିଆଲ, ସମୟ: ସନ୍ଧ୍ୟା ୬ଟା। — [670, 448, 877, 499]
zodiac-prediction: ଶନିଙ୍କ ଦୃଷ୍ଟି ଯୋଗୁ ଦାମ୍ପତ୍ୟ ଜୀବନରେ କିଛି ସମସ୍ୟା ଆସିପାରେ। ଧୈର୍ଯ୍ୟ ରଖନ୍ତୁ। କାର୍ଯ୍ୟକ୍ଷେତ୍ରରେ ନୂଆ ଦାୟିତ୍ୱ ମିଳିବ। ବ୍ୟବସାୟରେ ଲାଭ। ଆର୍ଥିକ ସ୍ଥିତି ସୁଦୃଢ଼ ହେବ। — [1208, 1279, 1465, 1347]
horoscope-email: Email:-pkmahapatro@gmail.com — [1122, 188, 1470, 206]
cmyk-yellow-dot — [260, 2314, 272, 2326]
registration-box — [520, 2314, 534, 2328]
event-place-heading: ସମ୍ବଲପୁର — [449, 432, 508, 447]
event-item: • କାର୍ତ୍ତିକ ପୂର୍ଣ୍ଣିମା ପ୍ରସ୍ତୁତି, ସ୍ଥାନ: ହିଙ୍ଗୁଳା ମନ୍ଦିର, ସମୟ: ସନ୍ଧ୍ୟା ୫ଟା। — [450, 391, 657, 425]
zodiac-badge — [1122, 1886, 1202, 2023]
event-item: • କାର୍ତ୍ତିକ ଉତ୍ସବ, ସ୍ଥାନ: ବଳଦେବଜୀଉ ମନ୍ଦିର, ସମୟ: ରାତି ୮ଟା। — [229, 334, 436, 368]
zodiac-prediction: ଭାଗ୍ୟଭାବରେ ବୁଧ ଓ ମଙ୍ଗଳ ପ୍ରଭାବ ଯୋଗୁ କୌଣସି ବନ୍ଧୁଙ୍କ ସହଯୋଗ ମିଳିବ। ନୂଆ କାର୍ଯ୍ୟ ଆରମ୍ଭ ହେବ। ଆଧ୍ୟାତ୍ମିକ କାର୍ଯ୍ୟରେ ରୁଚି ବଢ଼ିବ। ଆଲୋଚନା ଦ୍ୱାରା ସମସ୍ୟା ସମାଧାନ ହେବ। — [1208, 1887, 1470, 1955]
event-item: • କାର୍ତ୍ତିକ ବ୍ରତ ଉପଲକ୍ଷେ ଭଜନ ସନ୍ଧ୍ୟା, ସ୍ଥାନ: ଶ୍ରୀ ମନ୍ଦିର ପରିସର, ସମୟ: ସନ୍ଧ୍ୟା ୬ଟା। — [229, 425, 436, 476]
zodiac-badge — [1122, 518, 1202, 655]
zodiac-badge — [1122, 1734, 1202, 1871]
front-page-continuations — [378, 1614, 1104, 2274]
weather-caption: ଶୋମବାର ଅପରାହ୍ନ ୫ଟାରେ ମହାକାଶରୁ ଉଠାଯାଇଥିବା ଉପଗ୍ରହ ଚିତ୍ର। — [8, 2278, 356, 2293]
event-item: • କଳା ପ୍ରଦର୍ଶନୀ, ସ୍ଥାନ: କଳାବିକାଶ କେନ୍ଦ୍ର, ସମୟ: ଅପରାହ୍ନ ୪ଟା। — [229, 601, 436, 635]
story-b-body: ପ୍ରଥମ ଶୁଣାଣି ଏବଂ ଦ୍ୱିତୀୟ ଶୁଣାଣିରେ ମୁଖ୍ୟମନ୍ତ୍ରୀ ନିଜେ ଉପସ୍ଥିତ ରହି ଲୋକଙ୍କ ଅଭିଯୋଗ ଶୁଣିଥିଲେ। ୨୦୨୪ ଜୁଲାଇରୁ ଆରମ୍ଭ ହୋଇଥିବା ଏହି ଶୁଣାଣିରେ ସମୁଦାୟ ୮୦ ହଜାରରୁ ଅଧିକ ଅଭିଯୋଗ ଗ୍ରହଣ କରାଯାଇଛି। ଅଧିକାଂଶ ଅଭିଯୋଗର ସମାଧାନ କରାଯାଇଛି ବୋଲି ପ୍ରଶାସନ ପକ୍ଷରୁ କୁହାଯାଇଛି। — [378, 2029, 618, 2149]
cmyk-yellow-dot — [1180, 2314, 1192, 2326]
event-item: • ସାଗର ପୂଜା, ସ୍ଥାନ: ପାରାଦୀପ ବେଳାଭୂମି, ସମୟ: ସକାଳ ୬ଟା। — [891, 249, 1098, 283]
zodiac-name: ବିଛା — [1125, 1278, 1199, 1298]
event-item: • ରକ୍ତଦାନ ଶିବିର, ସ୍ଥାନ: ଇସ୍ପାତ ଜେନେରାଲ ହସ୍ପିଟାଲ, ସମୟ: ସକାଳ ୯ଟା। — [670, 266, 877, 317]
story-c-body: ସୀମାରେଖା ନିକଟରେ ଚାଇନା ଓ ପାକିସ୍ତାନ ପୁଣିଥରେ ପରମାଣୁ ଅସ୍ତ୍ର ପରୀକ୍ଷା କରିପାରନ୍ତି ବୋଲି ଆମେରିକା ସୂଚନା ଦେଇଛି। ଏହାକୁ ନେଇ ଭାରତ ସତର୍କ ରହିଛି। ପ୍ରତିରକ୍ଷା ମନ୍ତ୍ରଣାଳୟ ସ୍ଥିତି ଉପରେ ନଜର ରଖିଛି। — [628, 2171, 858, 2256]
zodiac-prediction: ଧନଭାବରେ ବୃହସ୍ପତିଙ୍କ ଅବସ୍ଥାନ ଶୁଭ। ଗୃହ ସମ୍ବନ୍ଧୀୟ କାର୍ଯ୍ୟ ସଫଳ ହେବ। ପରିବାରରେ ସୁଖ ଶାନ୍ତି ରହିବ। ମାତାଙ୍କ ସ୍ୱାସ୍ଥ୍ୟ ପ୍ରତି ଧ୍ୟାନ ଦିଅନ୍ତୁ। କର୍ମକ୍ଷେତ୍ରରେ ସମ୍ମାନ ବୃଦ୍ଧି ହେବ। — [1208, 1735, 1447, 1803]
zodiac-entry — [1122, 214, 1470, 358]
